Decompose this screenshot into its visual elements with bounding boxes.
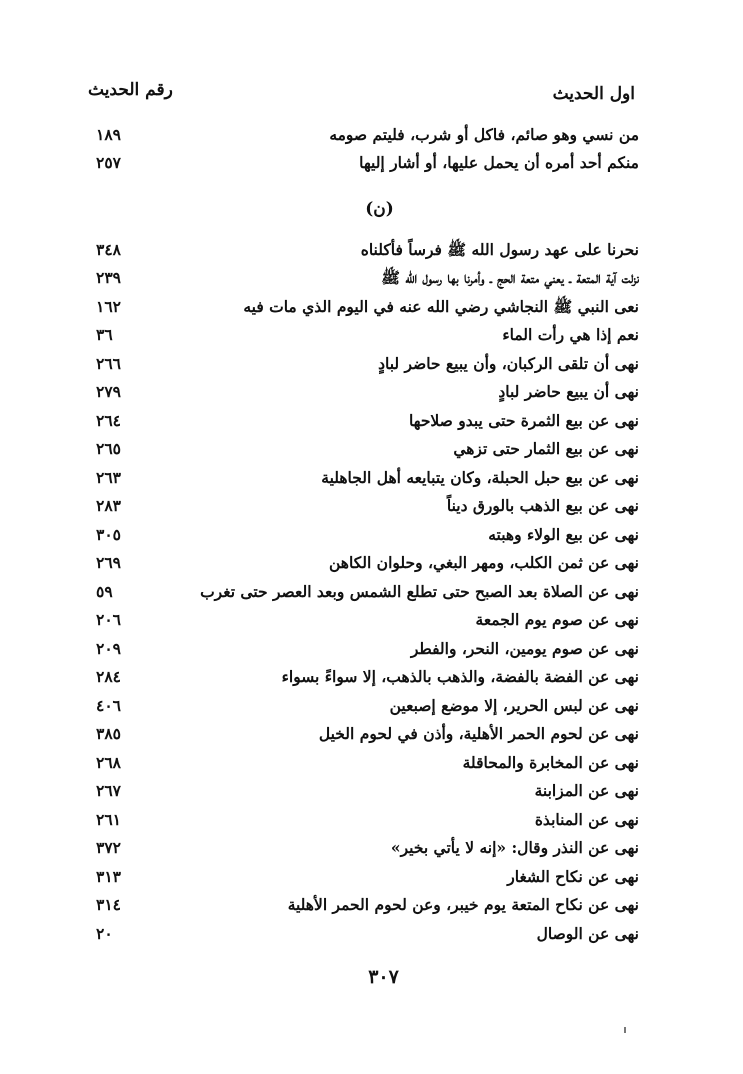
- hadith-opening-text: نهى عن بيع الذهب بالورق ديناً: [446, 496, 639, 515]
- hadith-number: ٣١٣: [96, 867, 121, 886]
- list-item: [0, 663, 743, 691]
- hadith-opening-text: نهى عن بيع الثمرة حتى يبدو صلاحها: [408, 411, 639, 430]
- list-item: [0, 264, 743, 292]
- list-item: [0, 863, 743, 891]
- hadith-opening-text: نهى عن النذر وقال: «إنه لا يأتي بخير»: [390, 838, 639, 857]
- list-item: [0, 407, 743, 435]
- hadith-opening-text: نهى أن يبيع حاضر لبادٍ: [498, 382, 639, 401]
- hadith-opening-text: نهى عن نكاح المتعة يوم خيبر، وعن لحوم الحمر الأهلية: [287, 895, 639, 914]
- hadith-opening-text: نهى عن المخابرة والمحاقلة: [462, 753, 639, 772]
- hadith-number: ٤٠٦: [96, 696, 121, 715]
- list-item: [0, 121, 743, 149]
- hadith-number: ٢٦٨: [96, 753, 121, 772]
- hadith-opening-text: نحرنا على عهد رسول الله ﷺ فرساً فأكلناه: [360, 240, 639, 259]
- column-header-hadith-start: اول الحديث: [552, 84, 635, 104]
- hadith-opening-text: نهى عن الوصال: [536, 924, 639, 943]
- page-number: ٣٠٧: [368, 966, 399, 988]
- list-item: [0, 777, 743, 805]
- list-item: [0, 606, 743, 634]
- hadith-number: ٢٦٦: [96, 354, 121, 373]
- list-item: [0, 521, 743, 549]
- section-letter-heading: (ن): [365, 199, 394, 219]
- hadith-opening-text: من نسي وهو صائم، فاكل أو شرب، فليتم صومه: [329, 125, 639, 144]
- list-item: [0, 720, 743, 748]
- list-item: [0, 834, 743, 862]
- hadith-opening-text: نهى عن بيع حبل الحبلة، وكان يتبايعه أهل الجاهلية: [321, 468, 639, 487]
- list-item: [0, 749, 743, 777]
- list-item: [0, 549, 743, 577]
- hadith-opening-text: نهى عن صوم يوم الجمعة: [475, 610, 639, 629]
- hadith-opening-text: نهى عن المزابنة: [534, 781, 639, 800]
- hadith-opening-text: نهى عن بيع الثمار حتى تزهي: [453, 439, 639, 458]
- list-item: [0, 149, 743, 177]
- hadith-opening-text: منكم أحد أمره أن يحمل عليها، أو أشار إليها: [359, 153, 639, 172]
- scan-speck: [624, 1027, 626, 1033]
- hadith-number: ٣٠٥: [96, 525, 121, 544]
- hadith-number: ١٨٩: [96, 125, 121, 144]
- hadith-number: ٢٦٧: [96, 781, 121, 800]
- list-item: [0, 378, 743, 406]
- hadith-opening-text: نهى عن لحوم الحمر الأهلية، وأذن في لحوم الخيل: [318, 724, 639, 743]
- list-item: [0, 236, 743, 264]
- hadith-number: ٣٦: [96, 325, 113, 344]
- hadith-opening-text: نهى عن صوم يومين، النحر، والفطر: [410, 639, 639, 658]
- hadith-opening-text: نهى عن نكاح الشغار: [507, 867, 639, 886]
- hadith-number: ٣١٤: [96, 895, 121, 914]
- hadith-number: ٢٠: [96, 924, 113, 943]
- list-item: [0, 635, 743, 663]
- hadith-number: ٥٩: [96, 582, 113, 601]
- hadith-number: ٢٣٩: [96, 268, 121, 287]
- list-item: [0, 578, 743, 606]
- hadith-number: ٢٠٩: [96, 639, 121, 658]
- hadith-opening-text: نهى عن المنابذة: [534, 810, 639, 829]
- hadith-opening-text: نهى أن تلقى الركبان، وأن يبيع حاضر لبادٍ: [378, 354, 639, 373]
- list-item: [0, 891, 743, 919]
- list-item: [0, 692, 743, 720]
- list-item: [0, 492, 743, 520]
- list-item: [0, 920, 743, 948]
- hadith-number: ٢٦٥: [96, 439, 121, 458]
- hadith-number: ٣٤٨: [96, 240, 121, 259]
- hadith-number: ٢٧٩: [96, 382, 121, 401]
- hadith-number: ٢٦٣: [96, 468, 121, 487]
- hadith-opening-text: نعم إذا هي رأت الماء: [502, 325, 639, 344]
- column-header-hadith-number: رقم الحديث: [88, 80, 173, 100]
- list-item: [0, 293, 743, 321]
- hadith-number: ٣٧٢: [96, 838, 121, 857]
- hadith-number: ٢٥٧: [96, 153, 121, 172]
- hadith-number: ٢٠٦: [96, 610, 121, 629]
- hadith-opening-text: نهى عن ثمن الكلب، ومهر البغي، وحلوان الكاهن: [329, 553, 639, 572]
- hadith-number: ٢٦٤: [96, 411, 121, 430]
- hadith-number: ٢٦١: [96, 810, 121, 829]
- hadith-opening-text: نعى النبي ﷺ النجاشي رضي الله عنه في اليوم الذي مات فيه: [243, 297, 639, 316]
- hadith-number: ٢٨٣: [96, 496, 121, 515]
- hadith-number: ٢٨٤: [96, 667, 121, 686]
- hadith-opening-text: نهى عن الصلاة بعد الصبح حتى تطلع الشمس وبعد العصر حتى تغرب: [200, 582, 639, 601]
- hadith-number: ٣٨٥: [96, 724, 121, 743]
- list-item: [0, 321, 743, 349]
- hadith-opening-text: نزلت آية المتعة ـ يعني متعة الحج ـ وأمرنا بها رسول الله ﷺ: [381, 268, 639, 287]
- hadith-opening-text: نهى عن بيع الولاء وهبته: [488, 525, 639, 544]
- list-item: [0, 464, 743, 492]
- list-item: [0, 435, 743, 463]
- list-item: [0, 806, 743, 834]
- hadith-number: ١٦٢: [96, 297, 121, 316]
- list-item: [0, 350, 743, 378]
- hadith-number: ٢٦٩: [96, 553, 121, 572]
- hadith-opening-text: نهى عن لبس الحرير، إلا موضع إصبعين: [389, 696, 639, 715]
- hadith-opening-text: نهى عن الفضة بالفضة، والذهب بالذهب، إلا سواءً بسواء: [281, 667, 639, 686]
